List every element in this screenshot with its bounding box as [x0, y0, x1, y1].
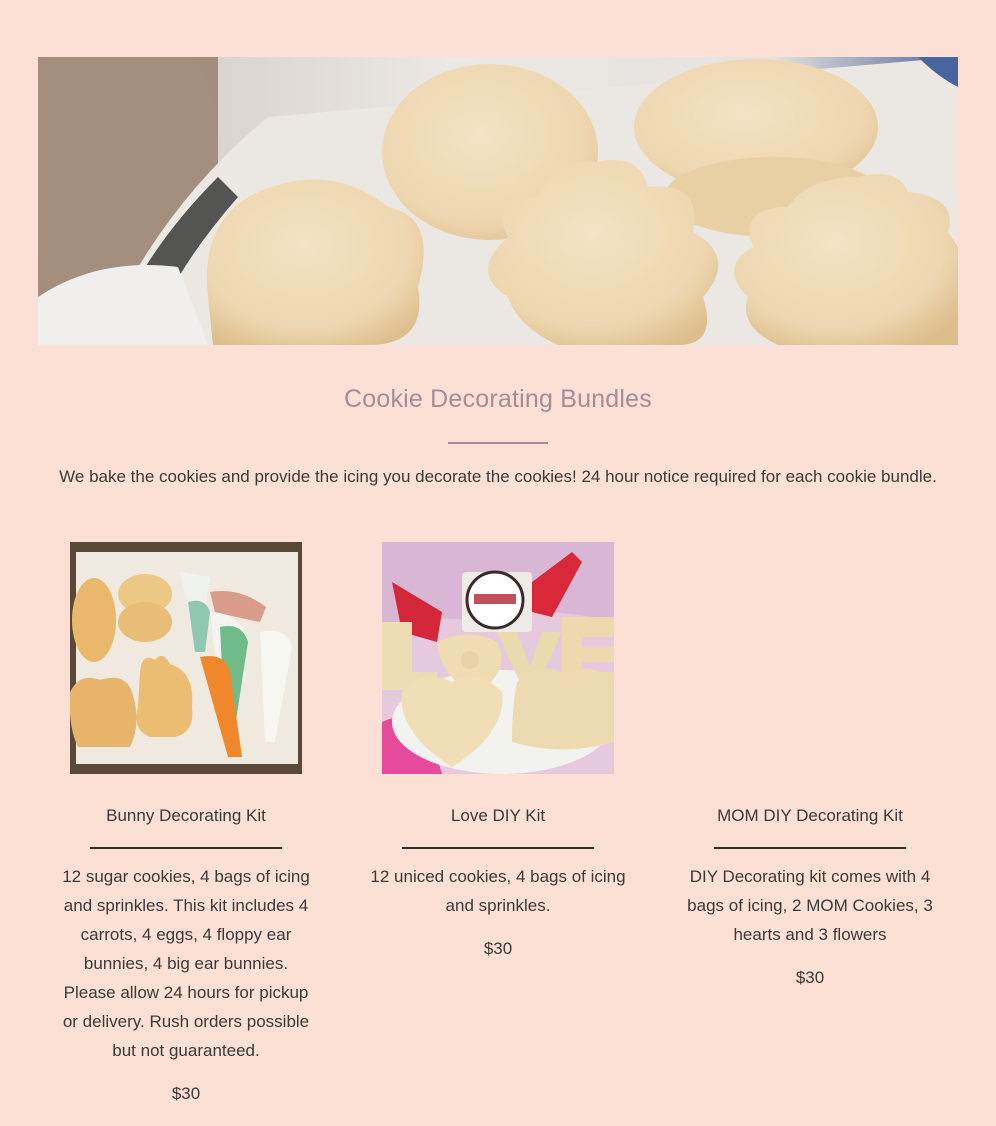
- love-kit-photo: [382, 542, 614, 774]
- product-title[interactable]: MOM DIY Decorating Kit: [717, 806, 903, 825]
- product-title[interactable]: Bunny Decorating Kit: [106, 806, 266, 825]
- product-price: $30: [171, 1084, 201, 1103]
- product-image[interactable]: [382, 542, 614, 774]
- product-description: DIY Decorating kit comes with 4 bags of icing, 2 MOM Cookies, 3 hearts and 3 flowers: [687, 867, 933, 944]
- section-intro: We bake the cookies and provide the icing you decorate the cookies! 24 hour notice required for each cookie bundle.: [59, 467, 937, 486]
- product-divider: [402, 847, 594, 849]
- sugar-cookies-photo: [38, 57, 958, 345]
- product-divider: [714, 847, 906, 849]
- product-divider: [90, 847, 282, 849]
- bunny-kit-photo: [70, 542, 302, 774]
- product-price: $30: [483, 939, 513, 958]
- product-description: 12 sugar cookies, 4 bags of icing and sprinkles. This kit includes 4 carrots, 4 eggs, 4 floppy ear bunnies, 4 big ear bunnies. Please allow 24 hours for pickup or delivery. Rush orders possible but not guaranteed.: [62, 867, 310, 1060]
- product-card-bunny: [48, 542, 324, 1104]
- title-divider: [448, 442, 548, 444]
- product-image-placeholder: [694, 542, 926, 774]
- product-price: $30: [795, 968, 825, 987]
- product-card-mom: [672, 542, 948, 988]
- hero-banner-image: [38, 57, 958, 345]
- section-title: Cookie Decorating Bundles: [344, 385, 652, 413]
- product-description: 12 uniced cookies, 4 bags of icing and sprinkles.: [370, 867, 626, 915]
- product-title[interactable]: Love DIY Kit: [450, 806, 546, 825]
- product-image[interactable]: [70, 542, 302, 774]
- product-card-love: [360, 542, 636, 959]
